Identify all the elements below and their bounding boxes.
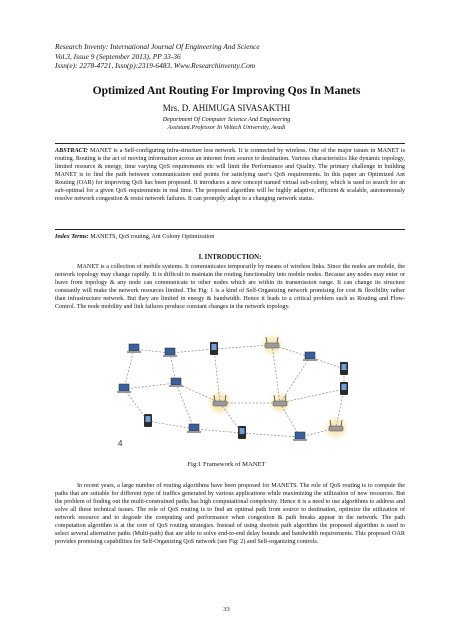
index-terms-label: Index Terms: xyxy=(55,234,89,240)
laptop-icon xyxy=(187,424,201,433)
figure-1-caption: Fig:1 Framework of MANET xyxy=(187,461,266,468)
index-terms xyxy=(55,234,405,240)
pda-icon xyxy=(340,382,348,395)
index-terms-text: MANETS, QoS routing, Ant Colony Optimization xyxy=(90,234,215,240)
author-name: Mrs. D. AHIMUGA SIVASAKTHI xyxy=(162,103,291,113)
laptop-icon xyxy=(127,344,141,353)
pda-icon xyxy=(144,414,152,427)
laptop-icon xyxy=(169,378,183,387)
laptop-icon xyxy=(303,352,317,361)
affiliation-line-1: Department Of Computer Science And Engineering xyxy=(162,116,291,123)
introduction-paragraph-1: MANET is a collection of mobile systems. It communicates temporarily by means of wireless links. Since the nodes are mobile, the network topology may change rapidly. It is difficult to maintain the routing functionality into mobile nodes. Because any nodes may enter or leave from topology & any node can communicate to other nodes which are within its transmission range. It can change its structure constantly will make the network resources limited. The Fig: 1 is a kind of Self-Organizing network promising for cost & flexibility rather than infrastructure network. But they are limited in energy & bandwidth. Hence it leads to a critical problem such as Routing and Flow-Control. The node mobility and link failures produce constant changes in the network topology. xyxy=(55,264,405,311)
pda-icon xyxy=(210,342,218,355)
figure-number-label: 4 xyxy=(118,439,123,448)
abstract xyxy=(55,147,405,203)
page-number: 33 xyxy=(223,606,230,613)
introduction-paragraph-2: In recent years, a large number of routing algorithms have been proposed for MANETS. The role of QoS routing is to compute the paths that are suitable for different type of traffics generated by various applications while maximizing the utilization of new resources. But the problem of finding out the multi-constrained paths has high computational complexity. Hence it is a need to use algorithms to address and solve all these technical issues. The role of QoS routing is to find an optimal path from source to destination, optimize the utilization of network resource and to degrade the computing and performance when congestion & path breaks appear in the network. The path computation algorithm is at the core of QoS routing strategies. Instead of using shortest path algorithm the proposed algorithm is used to select several alternative paths (Multi-path) that are able to solve end-to-end delay bounds and bandwidth requirements. This proposed OAR provides promising capabilities for Self-Organizing QoS network (see Fig: 2) and Self-organizing controls. xyxy=(55,483,405,546)
pda-icon xyxy=(238,426,246,439)
author-affiliation xyxy=(40,116,413,132)
laptop-icon xyxy=(117,384,131,393)
paper-title: Optimized Ant Routing For Improving Qos In Manets xyxy=(92,84,361,97)
pda-icon xyxy=(340,362,348,375)
affiliation-line-2: Assistant.Professor In Veltech University, Avadi xyxy=(167,124,286,132)
abstract-bottom-rule xyxy=(55,229,405,230)
manet-framework-figure xyxy=(104,333,364,455)
section-heading-introduction: I. INTRODUCTION: xyxy=(198,254,262,261)
laptop-icon xyxy=(293,432,307,441)
journal-header-line-3: Issn(e): 2278-4721, Issn(p):2319-6483, Www.Researchinventy.Com xyxy=(55,61,256,71)
journal-header-line-2: Vol.3, Issue 9 (September 2013), PP 33-36 xyxy=(55,51,181,61)
abstract-top-rule xyxy=(55,143,405,144)
journal-header xyxy=(55,42,415,71)
journal-header-line-1: Research Inventy: International Journal Of Engineering And Science xyxy=(55,42,260,51)
abstract-label: ABSTRACT: xyxy=(55,148,88,154)
abstract-text: MANET is a Self-configuring infra-structure less network. It is connected by wireless. One of the major issues in MANET is routing. Routing is the act of moving information across an internet from source to destination. Various characteristics like dynamic topology, limited resource & energy, time varying QoS requirements etc will limit the Performance and Quality. The primary challenge in building MANET is to find the path between communication end points for satisfying user's QoS requirements. In this paper an Optimized Ant Routing (OAR) for improving QoS has been proposed. It introduces a new concept named virtual sub-colony, which is used to search for an sub-optimal for a given QoS requirements in real time. The proposed algorithm will be highly adaptive, efficient & scalable, autonomously resolve network congestion & resist network failures. It can promptly adapt to a changing network status. xyxy=(55,148,405,202)
laptop-icon xyxy=(163,348,177,357)
